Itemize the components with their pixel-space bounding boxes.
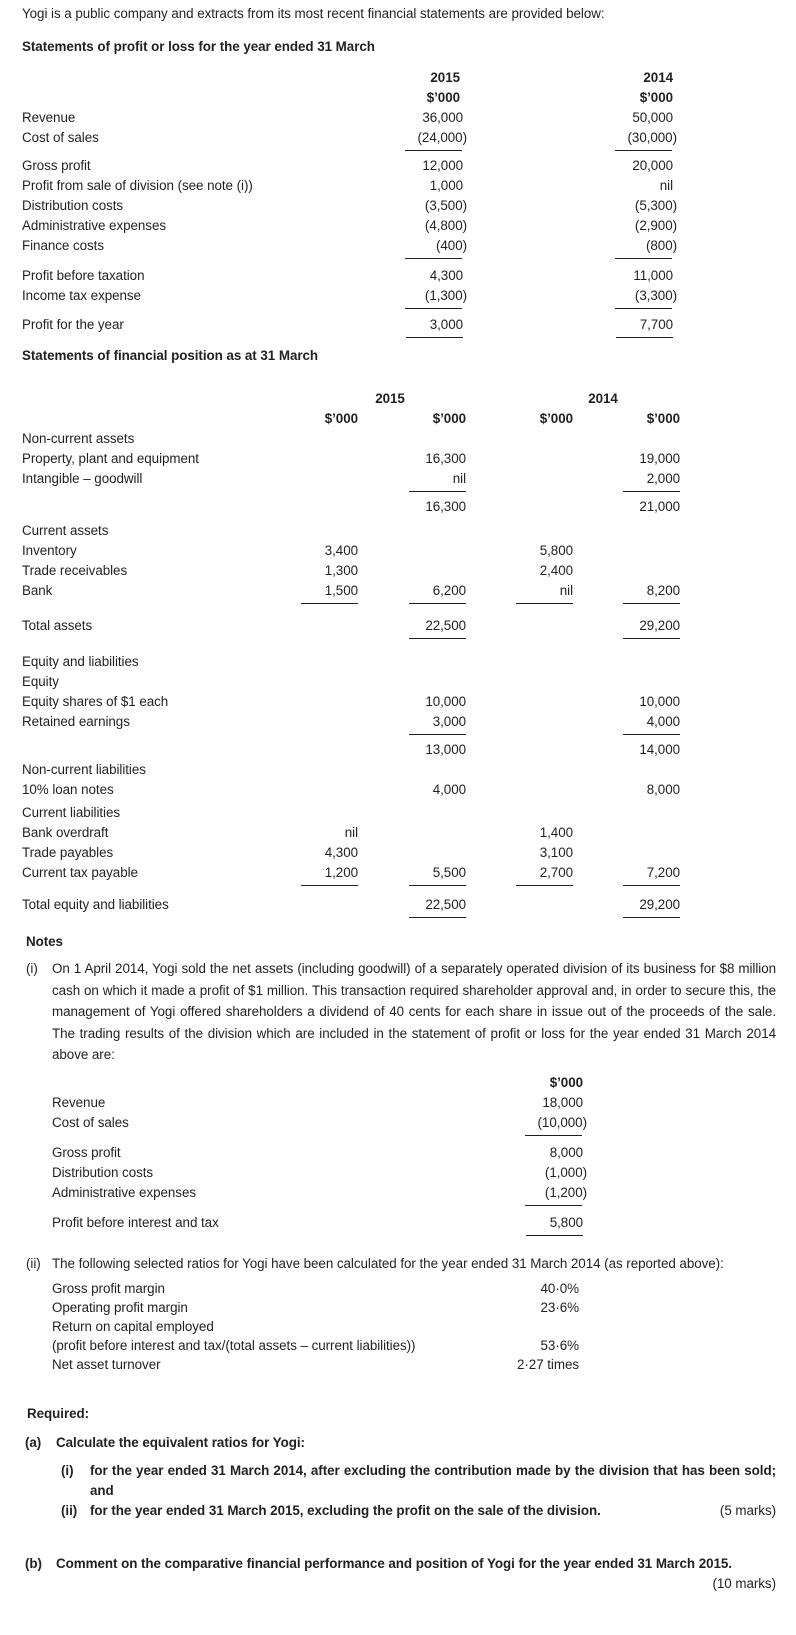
table-row bbox=[52, 1163, 776, 1183]
subtotal-row bbox=[22, 740, 776, 760]
amount-cell bbox=[470, 469, 577, 492]
amount-2014: (30,000) bbox=[467, 128, 677, 151]
amount-cell: nil bbox=[362, 469, 470, 492]
amount-cell: 22,500 bbox=[362, 616, 470, 639]
sofp-header-units bbox=[22, 409, 776, 429]
sofp-header-years bbox=[22, 389, 776, 409]
amount-cell bbox=[470, 449, 577, 469]
amount-cell bbox=[270, 616, 362, 639]
ratio-row bbox=[52, 1317, 776, 1336]
amount-cell bbox=[577, 652, 684, 672]
amount-cell bbox=[470, 712, 577, 735]
required-item-a-text: Calculate the equivalent ratios for Yogi: bbox=[56, 1435, 305, 1450]
amount-cell bbox=[270, 740, 362, 760]
amount-cell: 3,000 bbox=[362, 712, 470, 735]
amount-cell: 13,000 bbox=[425, 742, 466, 757]
intro-text: Yogi is a public company and extracts from its most recent financial statements are provided below: bbox=[22, 6, 605, 21]
note-2-marker: (ii) bbox=[26, 1255, 41, 1271]
table-row bbox=[52, 1093, 776, 1113]
table-row bbox=[22, 315, 776, 338]
amount-cell bbox=[270, 497, 362, 517]
row-label: Gross profit bbox=[22, 158, 91, 173]
row-label: Administrative expenses bbox=[22, 218, 166, 233]
total-row bbox=[22, 616, 776, 639]
amount-2015: (400) bbox=[347, 236, 467, 259]
amount-cell bbox=[470, 692, 577, 712]
amount-2015: (3,500) bbox=[424, 198, 467, 213]
ratio-value: 23·6% bbox=[540, 1300, 579, 1315]
required-item-b-text: Comment on the comparative financial performance and position of Yogi for the year ended 31 March 2015. bbox=[56, 1556, 732, 1571]
section-row bbox=[22, 429, 776, 449]
amount-cell: 19,000 bbox=[639, 451, 680, 466]
col-header-unit: $’000 bbox=[646, 411, 680, 426]
amount-cell: 16,300 bbox=[425, 499, 466, 514]
amount-2014: 50,000 bbox=[632, 110, 673, 125]
amount-cell: 1,400 bbox=[539, 825, 573, 840]
ratio-label: Operating profit margin bbox=[52, 1300, 188, 1315]
col-header-unit: $’000 bbox=[432, 411, 466, 426]
amount-cell: 29,200 bbox=[577, 616, 684, 639]
amount-2014: nil bbox=[659, 178, 673, 193]
amount-2015: 1,000 bbox=[429, 178, 463, 193]
table-row bbox=[22, 286, 776, 309]
required-item-a-ii-marker: (ii) bbox=[61, 1503, 78, 1518]
ratio-value: 53·6% bbox=[540, 1338, 579, 1353]
row-label: Equity shares of $1 each bbox=[22, 694, 169, 709]
amount-2015: (1,300) bbox=[347, 286, 467, 309]
ratio-label: Gross profit margin bbox=[52, 1281, 165, 1296]
notes-heading: Notes bbox=[26, 934, 63, 949]
row-label: Cost of sales bbox=[52, 1114, 129, 1130]
col-header-unit: $’000 bbox=[426, 90, 460, 105]
col-header-year-2015: 2015 bbox=[375, 391, 405, 406]
amount-cell: 5,800 bbox=[387, 1213, 587, 1236]
table-row bbox=[22, 843, 776, 863]
col-header-unit: $’000 bbox=[539, 411, 573, 426]
row-label bbox=[22, 740, 270, 760]
table-row bbox=[52, 1183, 776, 1206]
table-row bbox=[22, 128, 776, 151]
amount-cell bbox=[362, 541, 470, 561]
row-label: Retained earnings bbox=[22, 714, 130, 729]
note-1 bbox=[26, 958, 776, 1066]
amount-cell: 8,000 bbox=[646, 782, 680, 797]
table-row bbox=[22, 176, 776, 196]
ratio-row bbox=[52, 1336, 776, 1355]
note-1-text: On 1 April 2014, Yogi sold the net assets (including goodwill) of a separately operated division of its business for $8 million cash on which it made a profit of $1 million. This transaction required shareholder approval and, in order to secure this, the management of Yogi offered shareholders a dividend of 40 cents for each share in issue out of the proceeds of the sale. The trading results of the division which are included in the statement of profit or loss for the year ended 31 March 2014 above are: bbox=[52, 961, 776, 1062]
amount-cell: 4,000 bbox=[577, 712, 684, 735]
amount-2015: 36,000 bbox=[422, 110, 463, 125]
row-label: Gross profit bbox=[52, 1144, 121, 1160]
amount-cell bbox=[270, 760, 362, 780]
amount-cell bbox=[577, 823, 684, 843]
amount-cell bbox=[362, 672, 470, 692]
amount-2014: 20,000 bbox=[632, 158, 673, 173]
table-row bbox=[52, 1143, 776, 1163]
amount-cell: nil bbox=[344, 825, 358, 840]
sofp-statement-title: Statements of financial position as at 31 March bbox=[22, 348, 319, 363]
section-label: Equity and liabilities bbox=[22, 654, 139, 669]
amount-cell bbox=[577, 843, 684, 863]
spacer-cell bbox=[52, 1073, 387, 1093]
amount-cell bbox=[577, 429, 684, 449]
table-row bbox=[22, 469, 776, 492]
amount-cell bbox=[362, 843, 470, 863]
amount-cell: (10,000) bbox=[387, 1113, 587, 1136]
amount-cell: 10,000 bbox=[639, 694, 680, 709]
section-label: Current liabilities bbox=[22, 805, 121, 820]
table-row bbox=[22, 156, 776, 176]
division-results-table bbox=[52, 1073, 776, 1236]
col-header-year-2014: 2014 bbox=[588, 391, 618, 406]
col-header-year-2014: 2014 bbox=[643, 70, 673, 85]
amount-cell bbox=[470, 497, 577, 517]
note-2-text: The following selected ratios for Yogi have been calculated for the year ended 31 March 2014 (as reported above): bbox=[52, 1255, 724, 1271]
spacer-cell bbox=[22, 389, 270, 409]
amount-cell: 3,100 bbox=[539, 845, 573, 860]
amount-cell bbox=[470, 521, 577, 541]
amount-cell bbox=[470, 780, 577, 800]
required-item-b-marker: (b) bbox=[25, 1556, 42, 1571]
table-row bbox=[22, 541, 776, 561]
amount-cell bbox=[270, 803, 362, 823]
row-label: Total assets bbox=[22, 618, 93, 633]
ratio-value: 2·27 times bbox=[516, 1357, 579, 1372]
marks-badge: (5 marks) bbox=[719, 1503, 776, 1518]
amount-2015: 12,000 bbox=[422, 158, 463, 173]
row-label: Profit before interest and tax bbox=[52, 1214, 219, 1230]
row-label: Total equity and liabilities bbox=[22, 897, 169, 912]
amount-cell bbox=[577, 803, 684, 823]
amount-cell bbox=[270, 449, 362, 469]
table-row bbox=[22, 216, 776, 236]
amount-cell: 2,400 bbox=[539, 563, 573, 578]
row-label: Bank overdraft bbox=[22, 825, 109, 840]
row-label: Cost of sales bbox=[22, 130, 99, 145]
amount-cell bbox=[470, 429, 577, 449]
amount-cell: 5,800 bbox=[539, 543, 573, 558]
amount-cell bbox=[270, 780, 362, 800]
row-label: Inventory bbox=[22, 543, 77, 558]
marks-badge: (10 marks) bbox=[712, 1576, 776, 1591]
amount-2015: (24,000) bbox=[347, 128, 467, 151]
table-row bbox=[22, 823, 776, 843]
spacer-cell bbox=[22, 409, 270, 429]
table-row bbox=[22, 561, 776, 581]
required-heading: Required: bbox=[27, 1406, 90, 1421]
row-label: Revenue bbox=[52, 1094, 106, 1110]
spacer-cell bbox=[22, 88, 347, 108]
amount-2015: 4,300 bbox=[429, 268, 463, 283]
col-header-unit: $’000 bbox=[324, 411, 358, 426]
amount-2014: (5,300) bbox=[634, 198, 677, 213]
amount-cell: 21,000 bbox=[639, 499, 680, 514]
amount-cell bbox=[577, 760, 684, 780]
section-row bbox=[22, 672, 776, 692]
amount-cell bbox=[270, 429, 362, 449]
row-label: Profit from sale of division (see note (i)) bbox=[22, 178, 253, 193]
amount-2015: 3,000 bbox=[347, 315, 467, 338]
row-label: Distribution costs bbox=[52, 1164, 154, 1180]
sofp-statement-table bbox=[22, 389, 776, 918]
amount-cell: 1,300 bbox=[324, 563, 358, 578]
table-row bbox=[22, 581, 776, 604]
col-header-unit: $’000 bbox=[639, 90, 673, 105]
table-row bbox=[22, 780, 776, 800]
required-item-a-marker: (a) bbox=[25, 1435, 42, 1450]
amount-cell bbox=[270, 712, 362, 735]
amount-cell: 16,300 bbox=[425, 451, 466, 466]
section-row bbox=[22, 803, 776, 823]
ratio-label: Return on capital employed bbox=[52, 1319, 214, 1334]
col-header-unit: $’000 bbox=[549, 1074, 583, 1090]
amount-cell bbox=[470, 672, 577, 692]
row-label: Current tax payable bbox=[22, 865, 138, 880]
row-label: Trade payables bbox=[22, 845, 114, 860]
required-item-a-ii bbox=[61, 1501, 776, 1521]
total-row bbox=[22, 895, 776, 918]
ratio-row bbox=[52, 1298, 776, 1317]
amount-cell bbox=[470, 652, 577, 672]
table-row bbox=[22, 108, 776, 128]
amount-cell: 8,000 bbox=[549, 1144, 583, 1160]
row-label: Trade receivables bbox=[22, 563, 128, 578]
row-label: Administrative expenses bbox=[52, 1184, 196, 1200]
section-label: Equity bbox=[22, 674, 59, 689]
required-item-a-i-text: for the year ended 31 March 2014, after excluding the contribution made by the division that has been sold; and bbox=[90, 1463, 776, 1498]
spacer-cell bbox=[22, 68, 347, 88]
subtotal-row bbox=[22, 497, 776, 517]
amount-cell bbox=[470, 616, 577, 639]
pl-header-years bbox=[22, 68, 776, 88]
amount-cell: 4,300 bbox=[324, 845, 358, 860]
ratio-row bbox=[52, 1355, 776, 1374]
amount-2014: (3,300) bbox=[467, 286, 677, 309]
division-header-unit bbox=[52, 1073, 776, 1093]
amount-cell: (1,200) bbox=[387, 1183, 587, 1206]
row-label: Income tax expense bbox=[22, 288, 141, 303]
ratio-label: (profit before interest and tax/(total assets – current liabilities)) bbox=[52, 1338, 416, 1353]
required-item-b bbox=[25, 1554, 776, 1574]
amount-cell bbox=[577, 541, 684, 561]
table-row bbox=[22, 196, 776, 216]
amount-cell bbox=[362, 561, 470, 581]
ratio-row bbox=[52, 1279, 776, 1298]
amount-cell: 1,500 bbox=[270, 581, 362, 604]
amount-cell bbox=[362, 521, 470, 541]
amount-cell bbox=[270, 895, 362, 918]
pl-statement-table bbox=[22, 68, 776, 338]
row-label: Finance costs bbox=[22, 238, 104, 253]
amount-2014: (2,900) bbox=[634, 218, 677, 233]
table-row bbox=[22, 449, 776, 469]
required-item-a-i bbox=[61, 1461, 776, 1501]
section-row bbox=[22, 760, 776, 780]
amount-2014: (800) bbox=[467, 236, 677, 259]
amount-cell: 8,200 bbox=[577, 581, 684, 604]
row-label: Distribution costs bbox=[22, 198, 124, 213]
table-row bbox=[22, 236, 776, 259]
amount-cell: 18,000 bbox=[542, 1094, 583, 1110]
amount-cell bbox=[470, 803, 577, 823]
amount-cell bbox=[362, 429, 470, 449]
amount-cell: 7,200 bbox=[577, 863, 684, 886]
amount-cell bbox=[577, 521, 684, 541]
amount-cell bbox=[470, 740, 577, 760]
row-label: Profit before taxation bbox=[22, 268, 145, 283]
amount-cell bbox=[362, 803, 470, 823]
amount-cell: 4,000 bbox=[432, 782, 466, 797]
row-label: Property, plant and equipment bbox=[22, 451, 199, 466]
amount-cell bbox=[270, 652, 362, 672]
amount-cell: 14,000 bbox=[639, 742, 680, 757]
amount-cell: 1,200 bbox=[270, 863, 362, 886]
amount-cell bbox=[362, 760, 470, 780]
table-row bbox=[22, 712, 776, 735]
amount-cell bbox=[577, 561, 684, 581]
amount-cell bbox=[270, 521, 362, 541]
amount-cell: 3,400 bbox=[324, 543, 358, 558]
note-1-marker: (i) bbox=[26, 961, 38, 976]
ratio-value bbox=[492, 1317, 583, 1336]
amount-cell bbox=[577, 672, 684, 692]
pl-header-units bbox=[22, 88, 776, 108]
amount-cell: nil bbox=[470, 581, 577, 604]
total-row bbox=[52, 1213, 776, 1236]
row-label: 10% loan notes bbox=[22, 782, 114, 797]
amount-cell bbox=[270, 672, 362, 692]
section-label: Current assets bbox=[22, 523, 109, 538]
amount-cell: 2,000 bbox=[577, 469, 684, 492]
amount-cell bbox=[362, 652, 470, 672]
amount-cell bbox=[362, 823, 470, 843]
amount-cell: 5,500 bbox=[362, 863, 470, 886]
amount-cell bbox=[470, 895, 577, 918]
amount-cell: 6,200 bbox=[362, 581, 470, 604]
row-label: Intangible – goodwill bbox=[22, 471, 143, 486]
amount-2014: 11,000 bbox=[633, 268, 673, 283]
required-item-a bbox=[25, 1433, 776, 1453]
table-row bbox=[22, 692, 776, 712]
note-2 bbox=[26, 1253, 776, 1275]
table-row bbox=[22, 266, 776, 286]
amount-cell: 2,700 bbox=[470, 863, 577, 886]
amount-cell: 10,000 bbox=[425, 694, 466, 709]
amount-cell bbox=[270, 692, 362, 712]
col-header-year-2015: 2015 bbox=[430, 70, 460, 85]
amount-cell bbox=[470, 760, 577, 780]
section-label: Non-current assets bbox=[22, 431, 135, 446]
ratio-value: 40·0% bbox=[540, 1281, 579, 1296]
amount-2015: (4,800) bbox=[424, 218, 467, 233]
required-item-a-i-marker: (i) bbox=[61, 1463, 74, 1478]
table-row bbox=[52, 1113, 776, 1136]
row-label: Bank bbox=[22, 583, 53, 598]
amount-cell: (1,000) bbox=[544, 1164, 587, 1180]
row-label bbox=[22, 497, 270, 517]
required-item-a-ii-text: for the year ended 31 March 2015, excluding the profit on the sale of the division. bbox=[90, 1503, 601, 1518]
amount-2014: 7,700 bbox=[467, 315, 677, 338]
section-label: Non-current liabilities bbox=[22, 762, 146, 777]
section-row bbox=[22, 521, 776, 541]
amount-cell: 22,500 bbox=[362, 895, 470, 918]
pl-statement-title: Statements of profit or loss for the year ended 31 March bbox=[22, 39, 375, 54]
section-row bbox=[22, 652, 776, 672]
row-label: Profit for the year bbox=[22, 317, 124, 332]
ratio-label: Net asset turnover bbox=[52, 1357, 161, 1372]
amount-cell bbox=[270, 469, 362, 492]
table-row bbox=[22, 863, 776, 886]
row-label: Revenue bbox=[22, 110, 76, 125]
ratios-list bbox=[52, 1279, 776, 1374]
amount-cell: 29,200 bbox=[577, 895, 684, 918]
